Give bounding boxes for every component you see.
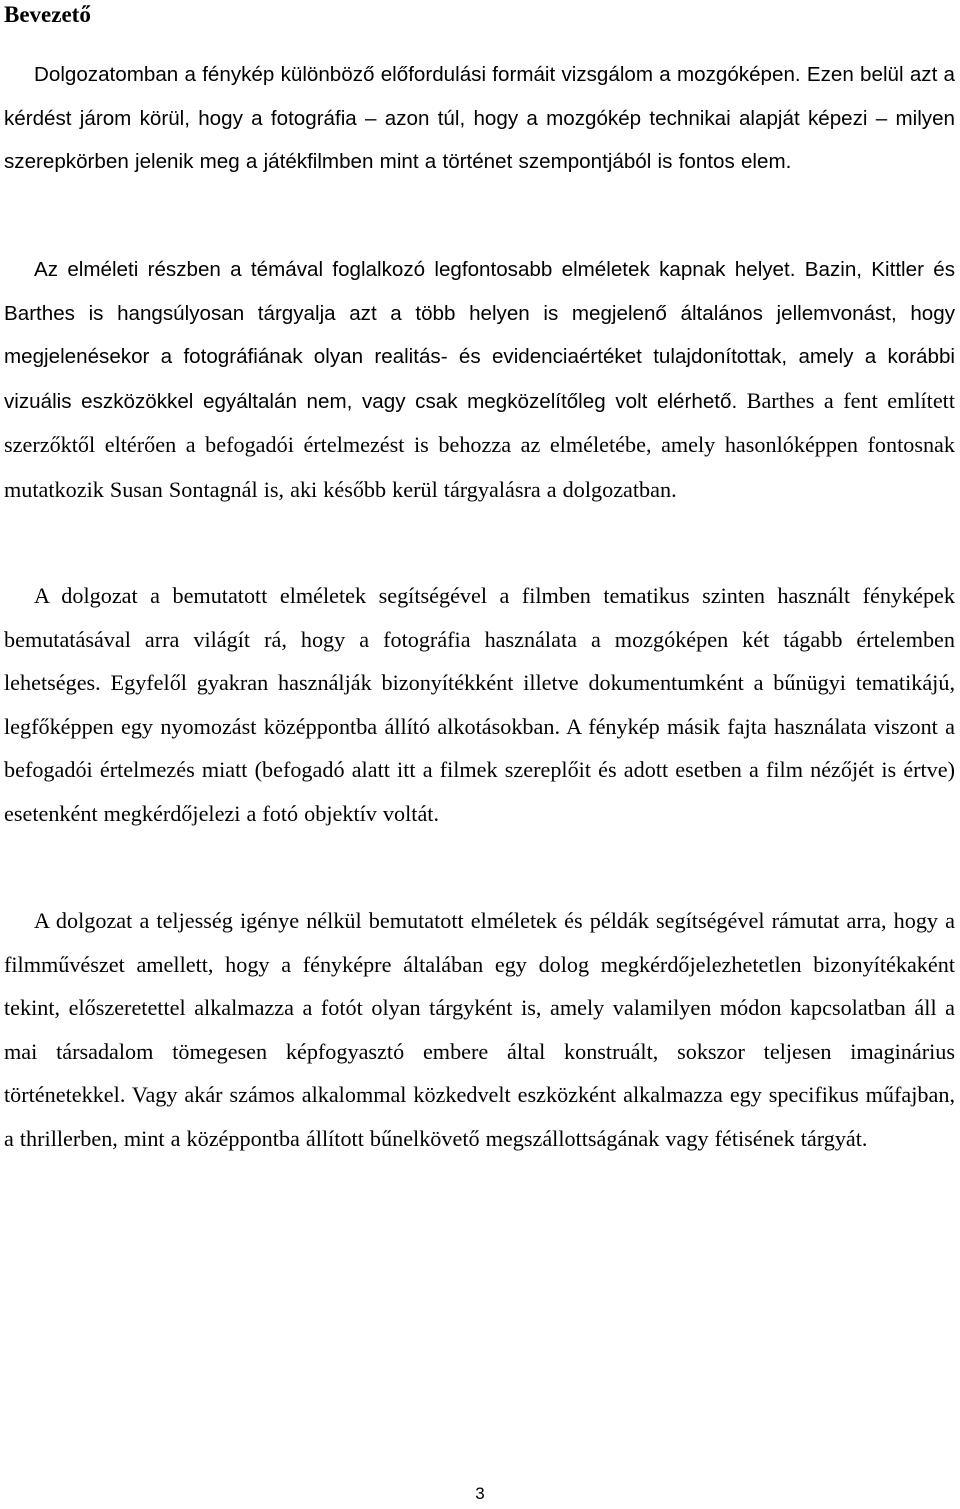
page-title: Bevezető [4,2,91,27]
paragraph-text: A dolgozat a teljesség igénye nélkül bemutatott elméletek és példák segítségével rámutat arra, hogy a filmművészet amellett, hogy a fényképre általában egy dolog megkérdőjelezhetetlen bizonyítékaként tekint, előszeretettel alkalmazza a fotót olyan tárgyként is, amely valamilyen módon kapcsolatban áll a mai társadalom tömegesen képfogyasztó embere által konstruált, sokszor teljesen imaginárius történetekkel. Vagy akár számos alkalommal közkedvelt eszközként alkalmazza egy specifikus műfajban, a thrillerben, mint a középpontba állított bűnelkövető megszállottságának vagy fétisének tárgyát. [4,908,955,1151]
paragraph-text: Az elméleti részben a témával foglalkozó legfontosabb elméletek kapnak helyet. Bazin, Kittler és Barthes is hangsúlyosan tárgyalja azt a több helyen is megjelenő általános jellemvonást, hogy megjelenésekor a fotográfiának olyan realitás- és evidenciaértéket tulajdonítottak, amely a korábbi vizuális eszközökkel egyáltalán nem, vagy csak megközelítőleg volt elérhető. [4,258,955,413]
paragraph-uses [4,574,955,835]
paragraph-intro [4,53,955,184]
paragraph-text: Dolgozatomban a fénykép különböző előfordulási formáit vizsgálom a mozgóképen. Ezen belül azt a kérdést járom körül, hogy a fotográfia – azon túl, hogy a mozgókép technikai alapját képezi – milyen szerepkörben jelenik meg a játékfilmben mint a történet szempontjából is fontos elem. [4,63,955,173]
paragraph-theory [4,248,955,512]
paragraph-text: A dolgozat a bemutatott elméletek segítségével a filmben tematikus szinten használt fényképek bemutatásával arra világít rá, hogy a fotográfia használata a mozgóképen két tágabb értelemben lehetséges. Egyfelől gyakran használják bizonyítékként illetve dokumentumként a bűnügyi tematikájú, legfőképpen egy nyomozást középpontba állító alkotásokban. A fénykép másik fajta használata viszont a befogadói értelmezés miatt (befogadó alatt itt a filmek szereplőit és adott esetben a film nézőjét is értve) esetenként megkérdőjelezi a fotó objektív voltát. [4,583,955,826]
page-number: 3 [475,1484,485,1503]
paragraph-text: Barthes a fent említett szerzőktől eltérően a befogadói értelmezést is behozza az elméletébe, amely hasonlóképpen fontosnak mutatkozik Susan Sontagnál is, aki később kerül tárgyalásra a dolgozatban. [4,387,955,502]
paragraph-conclusion [4,899,955,1160]
